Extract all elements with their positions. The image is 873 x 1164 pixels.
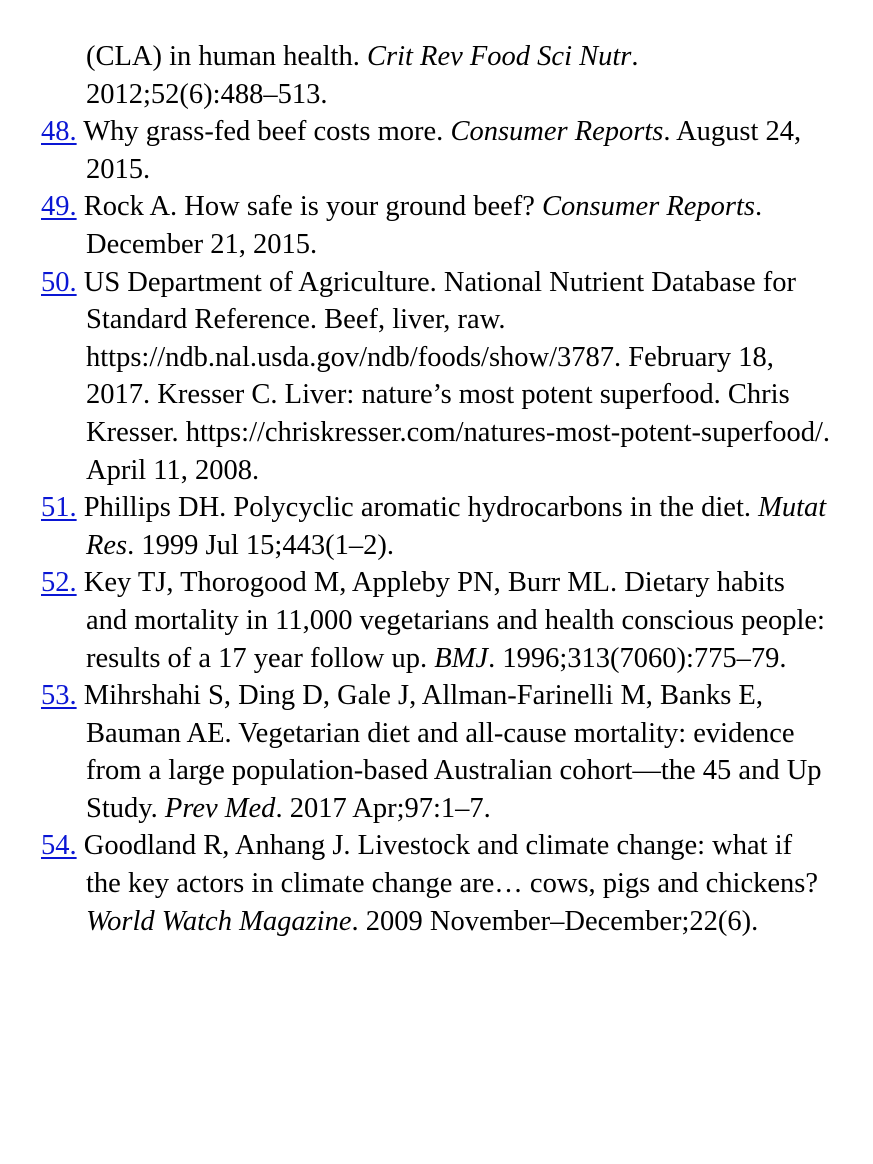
reference-entry-continued	[0, 38, 873, 113]
reference-text: (CLA) in human health.	[86, 41, 367, 72]
reference-number-link[interactable]: 54.	[41, 830, 77, 862]
reference-text: . 2009 November–December;22(6).	[351, 905, 759, 937]
reference-text: . August 24, 2015.	[86, 116, 802, 185]
reference-number-link[interactable]: 50.	[41, 266, 77, 298]
reference-entry-51	[0, 489, 873, 564]
reference-text: Rock A. How safe is your ground beef?	[76, 191, 543, 223]
reference-text: Why grass-fed beef costs more.	[76, 116, 451, 148]
journal-title: Crit Rev Food Sci Nutr	[366, 41, 632, 72]
reference-text: US Department of Agriculture. National Nutrient Database for Standard Reference. Beef, liver, raw. https://ndb.nal.usda.gov/ndb/foods/show/3787. February 18, 2017. Kresser C. Liver: nature’s most potent superfood. Chris Kresser. https://chriskresser.com/natures-most-potent-superfood/. April 11, 2008.	[76, 266, 831, 486]
reference-entry-54	[0, 827, 873, 940]
journal-title: World Watch Magazine	[86, 905, 352, 937]
reference-number-link[interactable]: 53.	[41, 680, 77, 712]
reference-text: . 1999 Jul 15;443(1–2).	[127, 529, 394, 561]
reference-text: . 1996;313(7060):775–79.	[488, 642, 787, 674]
reference-number-link[interactable]: 48.	[41, 116, 77, 148]
reference-entry-50	[0, 264, 873, 490]
reference-list	[0, 38, 873, 940]
reference-number-link[interactable]: 51.	[41, 492, 77, 524]
reference-text: Mihrshahi S, Ding D, Gale J, Allman-Farinelli M, Banks E, Bauman AE. Vegetarian diet and all-cause mortality: evidence from a large population-based Australian cohort—the 45 and Up Study.	[76, 680, 822, 824]
reference-text: . December 21, 2015.	[86, 191, 763, 260]
reference-text: Goodland R, Anhang J. Livestock and climate change: what if the key actors in climate change are… cows, pigs and chickens?	[76, 830, 819, 900]
journal-title: Consumer Reports	[542, 191, 755, 223]
reference-text: . 2012;52(6):488–513.	[86, 41, 639, 110]
reference-entry-53	[0, 677, 873, 827]
reference-text: Phillips DH. Polycyclic aromatic hydrocarbons in the diet.	[76, 492, 759, 524]
reference-entry-49	[0, 188, 873, 263]
reference-entry-48	[0, 113, 873, 188]
reference-text: . 2017 Apr;97:1–7.	[275, 792, 491, 824]
reference-number-link[interactable]: 52.	[41, 567, 77, 599]
reference-number-link[interactable]: 49.	[41, 191, 77, 223]
journal-title: Consumer Reports	[450, 116, 664, 148]
journal-title: Prev Med	[164, 792, 276, 824]
reference-entry-52	[0, 564, 873, 677]
journal-title: BMJ	[434, 642, 489, 674]
reference-text: Key TJ, Thorogood M, Appleby PN, Burr ML. Dietary habits and mortality in 11,000 vegetarians and health conscious people: results of a 17 year follow up.	[76, 567, 825, 674]
journal-title: Mutat Res	[86, 492, 827, 561]
